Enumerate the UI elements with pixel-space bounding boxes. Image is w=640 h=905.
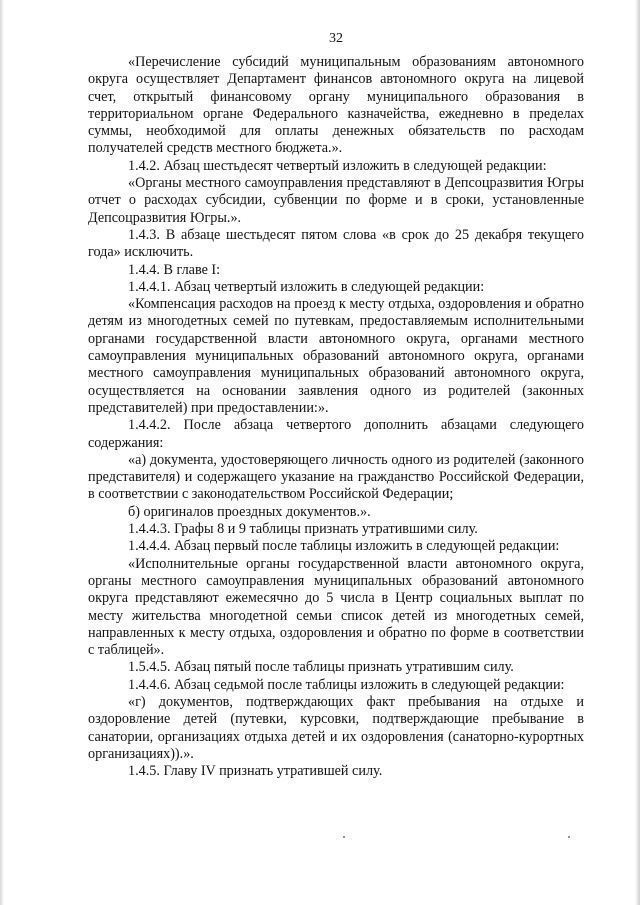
scan-edge-left <box>0 0 4 905</box>
paragraph: «Компенсация расходов на проезд к месту отдыха, оздоровления и обратно детям из многодетных семей по путевкам, предоставляемым исполнительными органами государственной власти автономного округа, органами местного самоуправления муниципальных образований автономного округа, органами местного самоуправления муниципальных образований автономного округа, осуществляется на основании заявления одного из родителей (законных представителей) при предоставлении:». <box>88 296 584 416</box>
paragraph: 1.4.5. Главу IV признать утратившей силу. <box>128 763 383 780</box>
paragraph: «Перечисление субсидий муниципальным образованиям автономного округа осуществляет Департамент финансов автономного округа на лицевой счет, открытый финансовому органу муниципального образования в территориальном органе Федерального казначейства, ежедневно в пределах суммы, необходимой для оплаты денежных обязательств по расходам получателей средств местного бюджета.». <box>88 54 584 157</box>
paragraph: «Органы местного самоуправления представляют в Депсоцразвития Югры отчет о расходах субсидии, субвенции по форме и в сроки, установленные Депсоцразвития Югры.». <box>88 175 584 226</box>
paragraph: 1.4.4. В главе I: <box>128 261 221 278</box>
paragraph: 1.4.2. Абзац шестьдесят четвертый изложить в следующей редакции: <box>128 157 547 174</box>
paragraph: 1.4.4.1. Абзац четвертый изложить в следующей редакции: <box>128 278 485 295</box>
paragraph: «а) документа, удостоверяющего личность одного из родителей (законного представителя) и содержащего указание на гражданство Российской Федерации, в соответствии с законодательством Российской Федерации; <box>88 451 584 503</box>
paragraph: 1.4.4.3. Графы 8 и 9 таблицы признать утратившими силу. <box>128 521 478 538</box>
scan-edge-right <box>635 0 640 905</box>
document-page <box>88 30 584 780</box>
paragraph: 1.5.4.5. Абзац пятый после таблицы признать утратившим силу. <box>128 659 514 676</box>
scan-speck <box>568 836 570 838</box>
page-number: 32 <box>329 31 343 46</box>
paragraph: 1.4.4.6. Абзац седьмой после таблицы изложить в следующей редакции: <box>128 676 565 693</box>
scan-speck <box>343 836 345 838</box>
paragraph: 1.4.3. В абзаце шестьдесят пятом слова «в срок до 25 декабря текущего года» исключить. <box>88 226 584 261</box>
paragraph: «Исполнительные органы государственной власти автономного округа, органы местного самоуправления муниципальных образований автономного округа представляют ежемесячно до 5 числа в Центр социальных выплат по месту жительства многодетной семьи список детей из многодетных семей, направленных к месту отдыха, оздоровления и обратно по форме в соответствии с таблицей». <box>88 555 584 659</box>
paragraph: «г) документов, подтверждающих факт пребывания на отдыхе и оздоровление детей (путевки, курсовки, подтверждающие пребывание в санатории, организациях отдыха детей и их оздоровления (санаторно-курортных организациях)).». <box>88 693 584 762</box>
paragraph: б) оригиналов проездных документов.». <box>128 503 371 520</box>
paragraph: 1.4.4.4. Абзац первый после таблицы изложить в следующей редакции: <box>128 538 560 555</box>
paragraph: 1.4.4.2. После абзаца четвертого дополнить абзацами следующего содержания: <box>88 417 584 451</box>
